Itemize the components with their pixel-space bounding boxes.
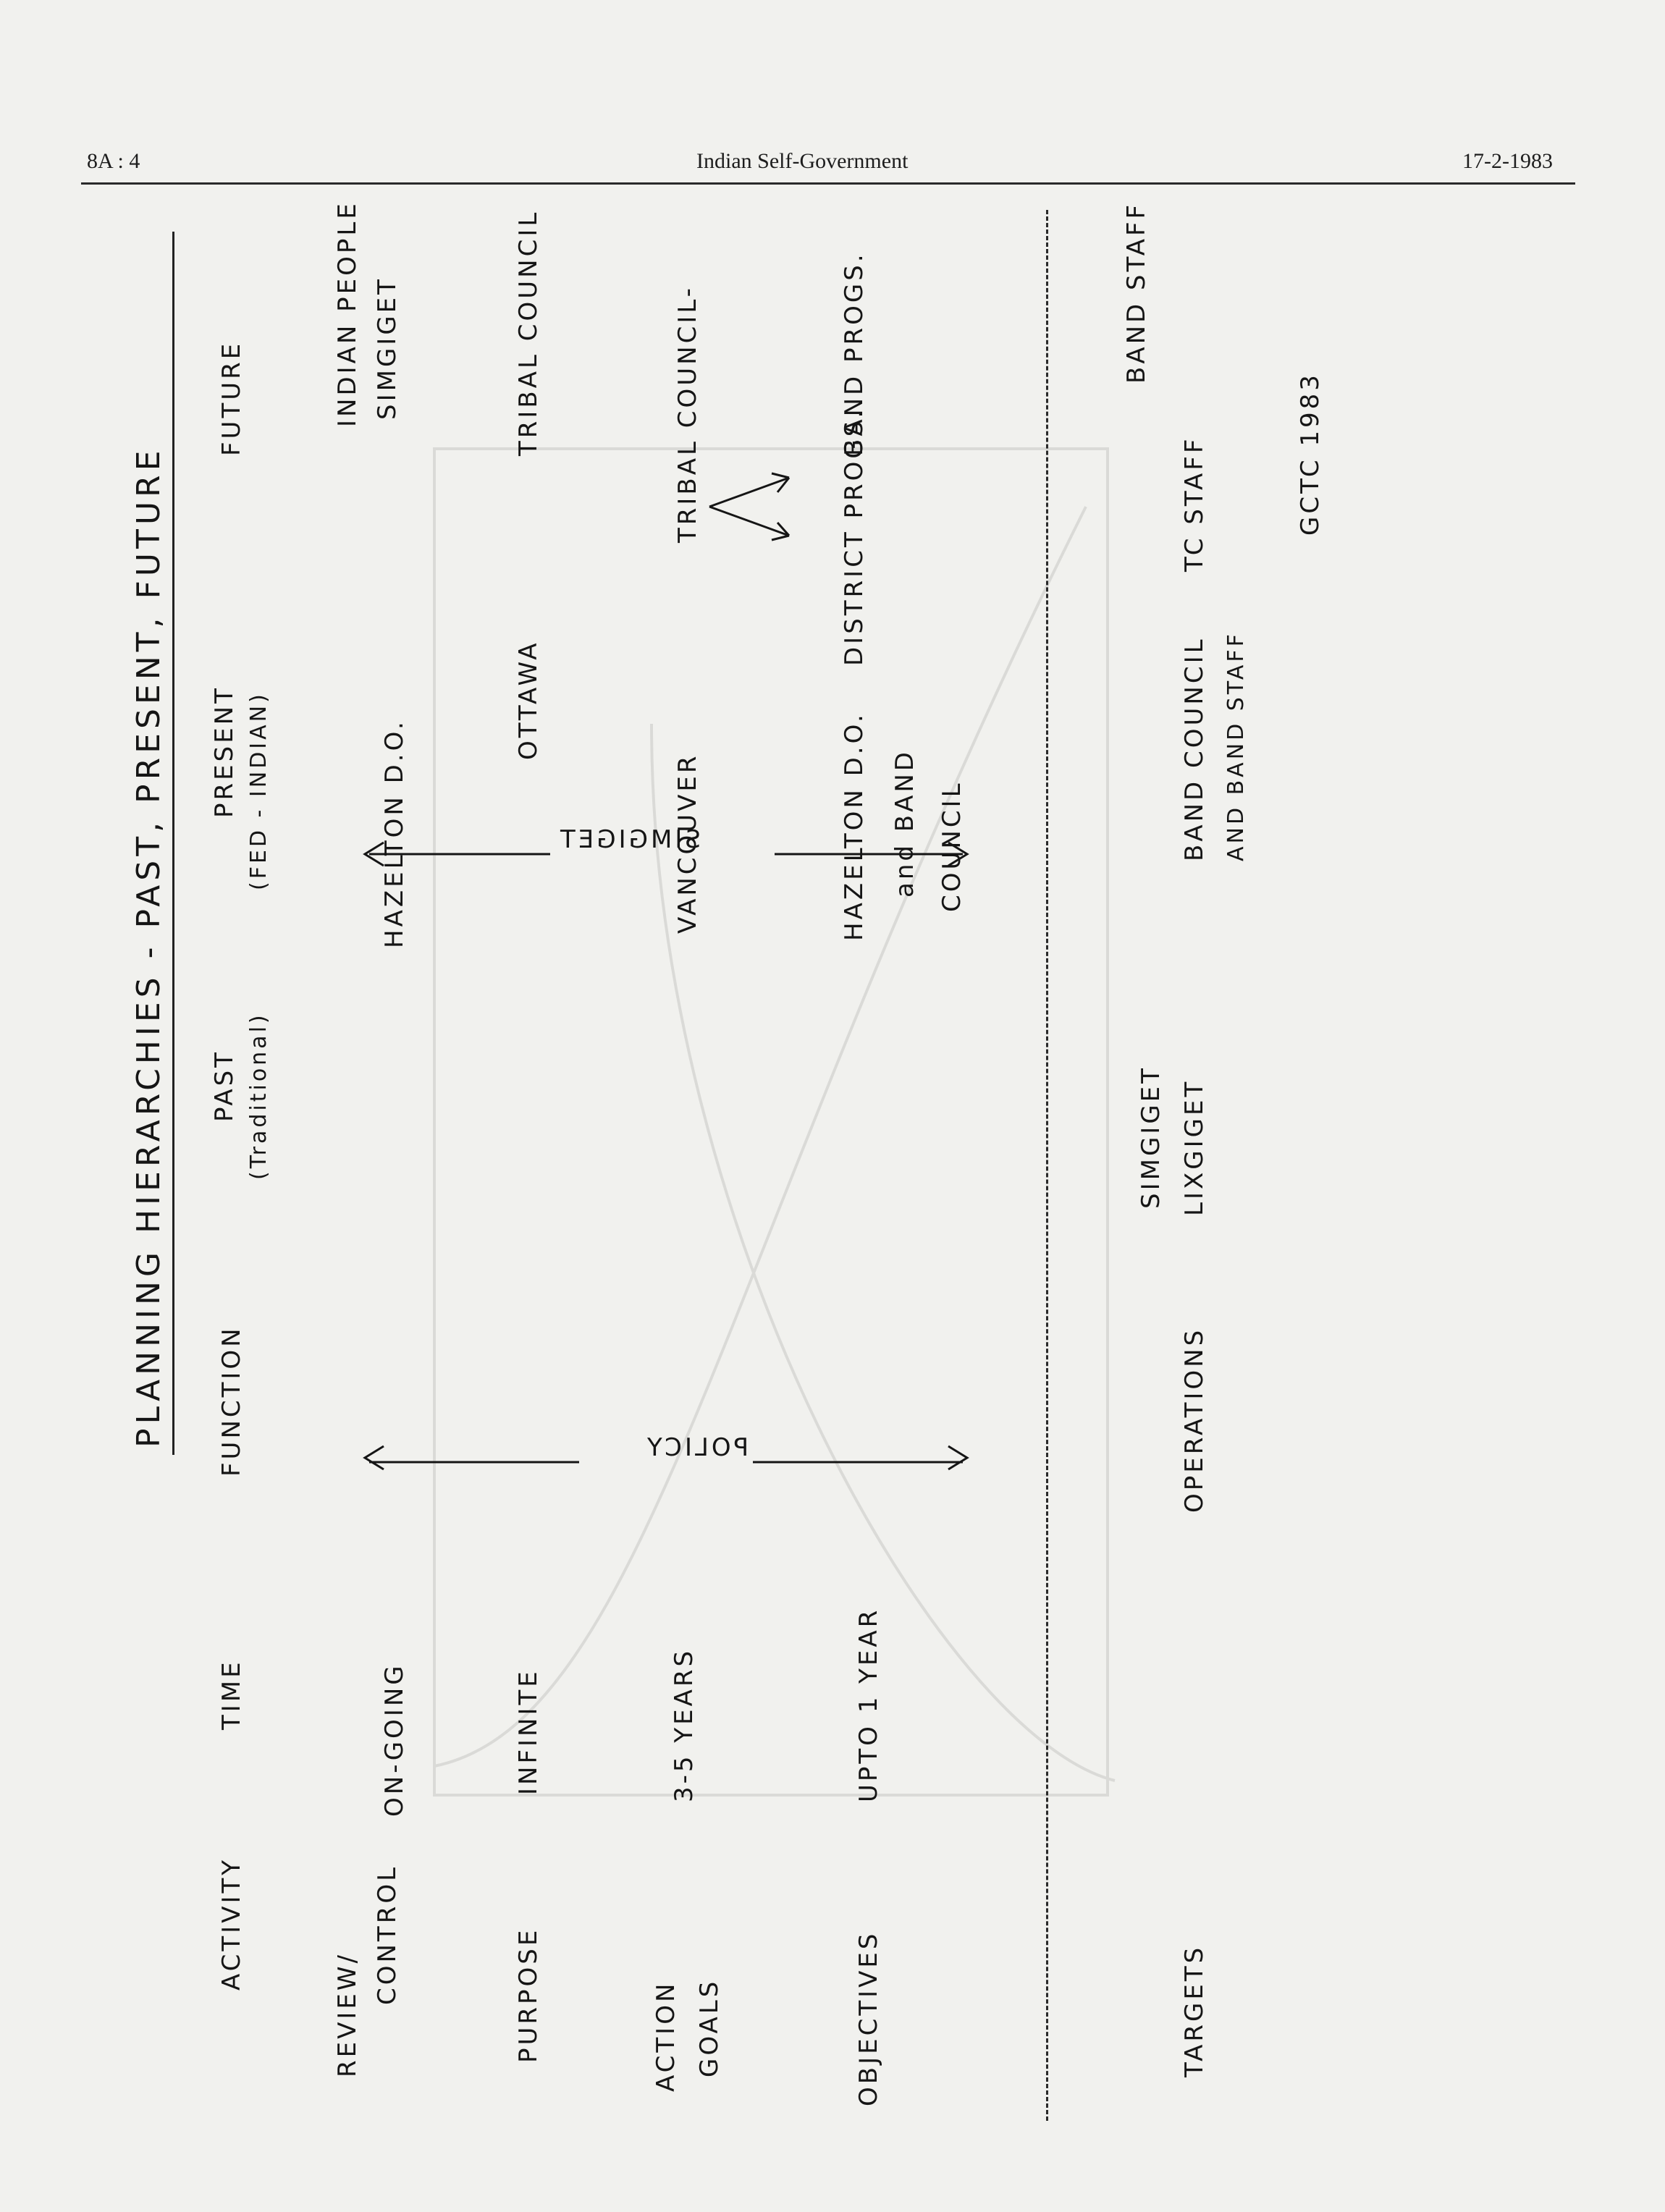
policy-label — [644, 1433, 749, 1462]
targets-future-tc-staff: TC STAFF — [1180, 436, 1209, 572]
column-activity: ACTIVITY — [217, 1857, 246, 1991]
targets-present-council: BAND COUNCIL — [1180, 636, 1209, 861]
column-function: FUNCTION — [217, 1325, 246, 1477]
objectives-future-district: DISTRICT PROGS. — [840, 407, 869, 666]
running-title: Indian Self-Government — [696, 149, 909, 173]
row-review: REVIEW/ — [333, 1952, 362, 2077]
column-present: PRESENT — [210, 685, 239, 818]
header-rule — [81, 182, 1575, 185]
header-date: 17-2-1983 — [1462, 149, 1553, 173]
simgiget-arrow — [369, 536, 963, 1173]
column-present-note: (FED - INDIAN) — [246, 691, 271, 890]
targets-present-staff: AND BAND STAFF — [1223, 631, 1249, 861]
review-time: ON-GOING — [380, 1663, 409, 1817]
simgiget-label — [557, 825, 701, 854]
objectives-present-council: COUNCIL — [937, 780, 966, 912]
objectives-time: UPTO 1 YEAR — [854, 1607, 883, 1802]
objectives-present-band: and BAND — [890, 749, 919, 898]
column-past: PAST — [210, 1050, 239, 1122]
review-future-simgiget: SIMGIGET — [373, 276, 402, 420]
purpose-present: OTTAWA — [514, 640, 543, 760]
column-past-note: (Traditional) — [246, 1012, 271, 1180]
objectives-future-band: BAND PROGS. — [840, 251, 869, 456]
action-future: TRIBAL COUNCIL- — [673, 285, 702, 543]
diagram-title: PLANNING HIERARCHIES - PAST, PRESENT, FUTURE — [130, 446, 167, 1448]
action-time: 3-5 YEARS — [670, 1647, 699, 1802]
policy-arrow-up — [362, 1443, 391, 1472]
purpose-time: INFINITE — [514, 1668, 543, 1795]
targets-function: OPERATIONS — [1180, 1327, 1209, 1513]
simgiget-arrow-up — [362, 840, 391, 869]
policy-label-text: POLICY — [644, 1433, 749, 1462]
simgiget-arrow-down — [941, 840, 970, 869]
objectives-present-hazelton: HAZELTON D.O. — [840, 712, 869, 941]
row-action: ACTION — [652, 1980, 680, 2092]
policy-arrow-down — [941, 1443, 970, 1472]
row-control: CONTROL — [373, 1864, 402, 2005]
policy-arrow — [369, 1144, 963, 1781]
planning-hierarchies-sheet — [94, 200, 1368, 2208]
targets-past-lixgiget: LIXGIGET — [1180, 1078, 1209, 1216]
targets-future-gctc: GCTC 1983 — [1296, 372, 1325, 536]
action-present: VANCOUVER — [673, 753, 702, 934]
review-present: HAZELTON D.O. — [380, 719, 409, 948]
targets-past-simgiget: SIMGIGET — [1137, 1065, 1166, 1209]
row-goals: GOALS — [695, 1978, 724, 2077]
review-future-people: INDIAN PEOPLE — [333, 200, 362, 427]
simgiget-label-text: SIMGIGET — [557, 825, 701, 854]
row-objectives: OBJECTIVES — [854, 1930, 883, 2106]
title-underline — [172, 232, 174, 1455]
page-number: 8A : 4 — [87, 149, 140, 173]
section-divider — [1046, 210, 1048, 2121]
row-targets: TARGETS — [1180, 1944, 1209, 2077]
purpose-future: TRIBAL COUNCIL — [514, 209, 543, 456]
column-time: TIME — [217, 1659, 246, 1730]
column-future: FUTURE — [217, 340, 246, 456]
row-purpose: PURPOSE — [514, 1927, 543, 2063]
targets-future-band-staff: BAND STAFF — [1122, 201, 1151, 384]
